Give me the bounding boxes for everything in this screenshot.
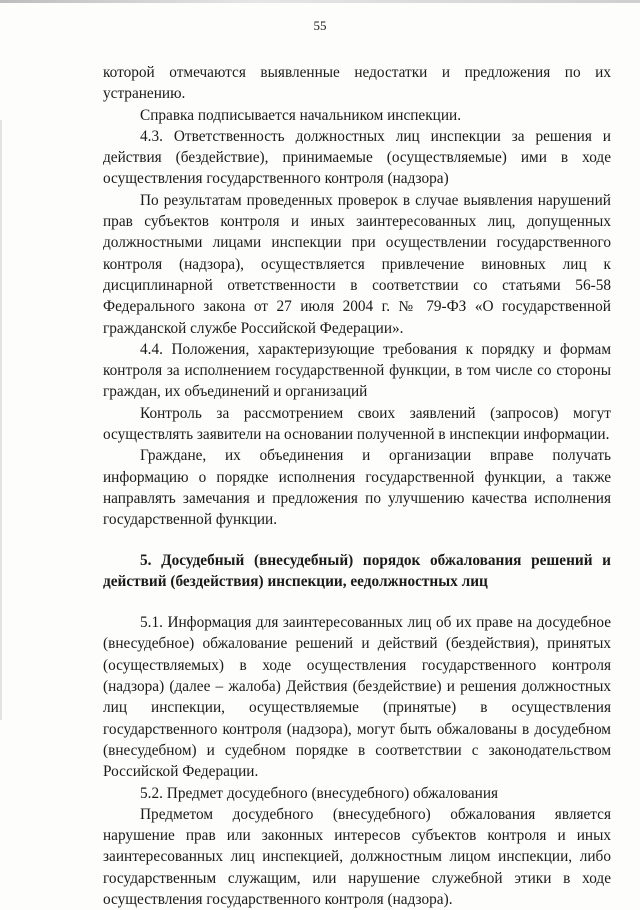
paragraph-liability: По результатам проведенных проверок в случае выявления нарушений прав субъектов контроля и иных заинтересованных лиц, допущенных должностными лицами инспекции при осуществлении государственного контроля (надзора), осуществляется привлечение виновных лиц к дисциплинарной ответственности в соответствии со статьями 56-58 Федерального закона от 27 июля 2004 г. № 79-ФЗ «О государственной гражданской службе Российской Федерации». bbox=[103, 191, 611, 337]
subsection-5-2: 5.2. Предмет досудебного (внесудебного) обжалования bbox=[140, 784, 499, 802]
document-body bbox=[103, 62, 611, 910]
section-5-heading: 5. Досудебный (внесудебный) порядок обжалования решений и действий (бездействия) инспекции, еедолжностных лиц bbox=[103, 551, 611, 590]
subsection-4-3: 4.3. Ответственность должностных лиц инспекции за решения и действия (бездействие), принимаемые (осуществляемые) ими в ходе осуществления государственного контроля (надзора) bbox=[103, 127, 611, 188]
paragraph-citizens-rights: Граждане, их объединения и организации вправе получать информацию о порядке исполнения государственной функции, а также направлять замечания и предложения по улучшению качества исполнения государственной функции. bbox=[103, 447, 611, 529]
paragraph-appeal-subject: Предметом досудебного (внесудебного) обжалования является нарушение прав или законных интересов субъектов контроля и иных заинтересованных лиц инспекцией, должностным лицом инспекции, либо государственным служащим, или нарушение служебной этики в ходе осуществления государственного контроля (надзора). bbox=[103, 805, 611, 908]
scan-edge-top bbox=[0, 0, 640, 3]
paragraph-applicant-control: Контроль за рассмотрением своих заявлений (запросов) могут осуществлять заявители на основании полученной в инспекции информации. bbox=[103, 404, 611, 444]
page-number: 55 bbox=[313, 18, 327, 33]
paragraph-signature-note: Справка подписывается начальником инспекции. bbox=[140, 106, 462, 124]
subsection-4-4: 4.4. Положения, характеризующие требования к порядку и формам контроля за исполнением государственной функции, в том числе со стороны граждан, их объединений и организаций bbox=[103, 340, 611, 401]
subsection-5-1: 5.1. Информация для заинтересованных лиц об их праве на досудебное (внесудебное) обжалование решений и действий (бездействия), принятых (осуществляемых) в ходе осуществления государственного контроля (надзора) (далее – жалоба) Действия (бездействие) и решения должностных лиц инспекции, осуществляемые (принятые) в осуществления государственного контроля (надзора), могут быть обжалованы в досудебном (внесудебном) и судебном порядке в соответствии с законодательством Российской Федерации. bbox=[103, 614, 611, 781]
scan-edge-left bbox=[0, 120, 2, 720]
paragraph-continuation: которой отмечаются выявленные недостатки и предложения по их устранению. bbox=[103, 64, 611, 103]
